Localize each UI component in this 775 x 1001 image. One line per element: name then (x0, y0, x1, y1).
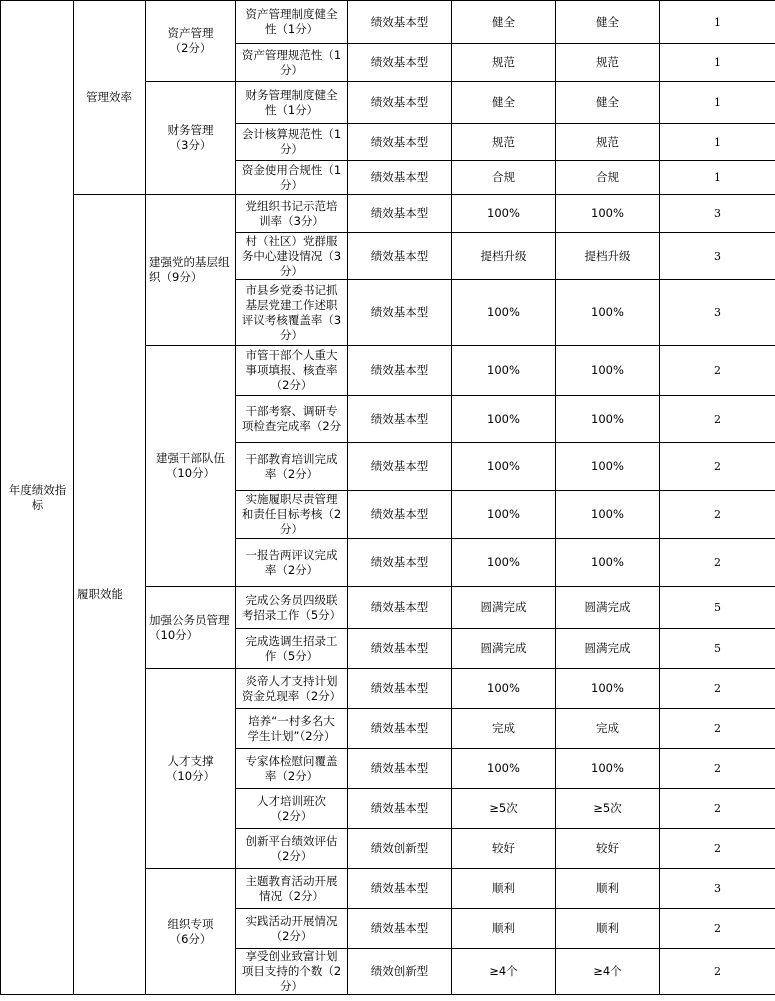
indicator-type-cell: 绩效基本型 (348, 233, 452, 280)
indicator-name-cell: 培养“一村多名大 学生计划”（2分） (236, 709, 348, 749)
target-value-cell: 合规 (452, 161, 556, 195)
indicator-name-cell: 干部考察、调研专 项检查完成率（2分 (236, 396, 348, 443)
indicator-type-cell: 绩效基本型 (348, 346, 452, 396)
score-cell: 2 (660, 443, 775, 491)
level3-subgroup-cell: 财务管理 （3分） (146, 82, 236, 195)
score-cell: 2 (660, 909, 775, 949)
level3-subgroup-cell: 建强干部队伍 （10分） (146, 346, 236, 587)
indicator-name-cell: 村（社区）党群服 务中心建设情况（3 分） (236, 233, 348, 280)
actual-value-cell: 100% (556, 280, 660, 346)
actual-value-cell: 顺利 (556, 869, 660, 909)
indicator-name-cell: 人才培训班次 （2分） (236, 789, 348, 829)
level1-indicator-cell: 年度绩效指标 (1, 1, 74, 995)
actual-value-cell: 100% (556, 396, 660, 443)
indicator-type-cell: 绩效基本型 (348, 709, 452, 749)
actual-value-cell: 完成 (556, 709, 660, 749)
score-cell: 2 (660, 789, 775, 829)
level2-group-cell: 履职效能 (74, 195, 146, 995)
target-value-cell: 提档升级 (452, 233, 556, 280)
target-value-cell: 100% (452, 749, 556, 789)
indicator-name-cell: 创新平台绩效评估 （2分） (236, 829, 348, 869)
level3-subgroup-cell: 组织专项 （6分） (146, 869, 236, 995)
target-value-cell: 完成 (452, 709, 556, 749)
actual-value-cell: 合规 (556, 161, 660, 195)
indicator-name-cell: 党组织书记示范培 训率（3分） (236, 195, 348, 233)
target-value-cell: 规范 (452, 44, 556, 82)
actual-value-cell: 圆满完成 (556, 587, 660, 629)
target-value-cell: 100% (452, 280, 556, 346)
indicator-name-cell: 资产管理制度健全 性（1分） (236, 1, 348, 44)
level3-subgroup-cell: 建强党的基层组 织（9分） (146, 195, 236, 346)
actual-value-cell: 圆满完成 (556, 629, 660, 669)
indicator-type-cell: 绩效基本型 (348, 669, 452, 709)
score-cell: 1 (660, 124, 775, 161)
indicator-type-cell: 绩效基本型 (348, 396, 452, 443)
score-cell: 1 (660, 1, 775, 44)
score-cell: 2 (660, 396, 775, 443)
indicator-name-cell: 炎帝人才支持计划 资金兑现率（2分） (236, 669, 348, 709)
score-cell: 2 (660, 669, 775, 709)
score-cell: 2 (660, 749, 775, 789)
indicator-type-cell: 绩效基本型 (348, 869, 452, 909)
target-value-cell: ≥5次 (452, 789, 556, 829)
actual-value-cell: ≥4个 (556, 949, 660, 995)
actual-value-cell: 健全 (556, 82, 660, 124)
indicator-name-cell: 一报告两评议完成 率（2分） (236, 539, 348, 587)
indicator-name-cell: 实施履职尽责管理 和责任目标考核（2 分） (236, 491, 348, 539)
target-value-cell: 100% (452, 491, 556, 539)
indicator-type-cell: 绩效基本型 (348, 749, 452, 789)
score-cell: 5 (660, 629, 775, 669)
score-cell: 5 (660, 587, 775, 629)
score-cell: 2 (660, 539, 775, 587)
indicator-type-cell: 绩效基本型 (348, 789, 452, 829)
indicator-name-cell: 享受创业致富计划 项目支持的个数（2 分） (236, 949, 348, 995)
indicator-type-cell: 绩效创新型 (348, 829, 452, 869)
actual-value-cell: 100% (556, 443, 660, 491)
indicator-name-cell: 实践活动开展情况 （2分） (236, 909, 348, 949)
indicator-name-cell: 干部教育培训完成 率（2分） (236, 443, 348, 491)
score-cell: 2 (660, 709, 775, 749)
score-cell: 2 (660, 346, 775, 396)
actual-value-cell: ≥5次 (556, 789, 660, 829)
actual-value-cell: 规范 (556, 124, 660, 161)
target-value-cell: 健全 (452, 82, 556, 124)
indicator-name-cell: 资金使用合规性（1 分） (236, 161, 348, 195)
indicator-name-cell: 会计核算规范性（1 分） (236, 124, 348, 161)
target-value-cell: 圆满完成 (452, 587, 556, 629)
actual-value-cell: 100% (556, 346, 660, 396)
indicator-name-cell: 专家体检慰问覆盖 率（2分） (236, 749, 348, 789)
score-cell: 1 (660, 161, 775, 195)
indicator-type-cell: 绩效基本型 (348, 909, 452, 949)
target-value-cell: 100% (452, 443, 556, 491)
indicator-type-cell: 绩效基本型 (348, 280, 452, 346)
actual-value-cell: 健全 (556, 1, 660, 44)
actual-value-cell: 100% (556, 669, 660, 709)
table-row (1, 195, 775, 233)
score-cell: 1 (660, 44, 775, 82)
actual-value-cell: 100% (556, 749, 660, 789)
score-cell: 3 (660, 869, 775, 909)
score-cell: 3 (660, 233, 775, 280)
actual-value-cell: 100% (556, 491, 660, 539)
target-value-cell: 顺利 (452, 869, 556, 909)
indicator-type-cell: 绩效基本型 (348, 161, 452, 195)
target-value-cell: 100% (452, 669, 556, 709)
indicator-name-cell: 市管干部个人重大 事项填报、核查率 （2分） (236, 346, 348, 396)
score-cell: 2 (660, 491, 775, 539)
indicator-type-cell: 绩效基本型 (348, 539, 452, 587)
actual-value-cell: 顺利 (556, 909, 660, 949)
actual-value-cell: 100% (556, 539, 660, 587)
indicator-type-cell: 绩效基本型 (348, 195, 452, 233)
level2-group-cell: 管理效率 (74, 1, 146, 195)
actual-value-cell: 100% (556, 195, 660, 233)
indicator-type-cell: 绩效基本型 (348, 124, 452, 161)
table-row (1, 1, 775, 44)
indicator-name-cell: 市县乡党委书记抓 基层党建工作述职 评议考核覆盖率（3 分） (236, 280, 348, 346)
level3-subgroup-cell: 人才支撑 （10分） (146, 669, 236, 869)
indicator-name-cell: 主题教育活动开展 情况（2分） (236, 869, 348, 909)
indicator-name-cell: 资产管理规范性（1 分） (236, 44, 348, 82)
indicator-type-cell: 绩效基本型 (348, 82, 452, 124)
target-value-cell: 较好 (452, 829, 556, 869)
score-cell: 2 (660, 829, 775, 869)
target-value-cell: 100% (452, 346, 556, 396)
indicator-type-cell: 绩效基本型 (348, 629, 452, 669)
target-value-cell: 100% (452, 539, 556, 587)
target-value-cell: 100% (452, 195, 556, 233)
level3-subgroup-cell: 加强公务员管理 （10分） (146, 587, 236, 669)
target-value-cell: 规范 (452, 124, 556, 161)
indicator-type-cell: 绩效基本型 (348, 443, 452, 491)
indicator-type-cell: 绩效基本型 (348, 1, 452, 44)
score-cell: 1 (660, 82, 775, 124)
indicator-name-cell: 完成公务员四级联 考招录工作（5分） (236, 587, 348, 629)
actual-value-cell: 规范 (556, 44, 660, 82)
target-value-cell: 顺利 (452, 909, 556, 949)
indicator-name-cell: 财务管理制度健全 性（1分） (236, 82, 348, 124)
actual-value-cell: 提档升级 (556, 233, 660, 280)
indicator-type-cell: 绩效基本型 (348, 491, 452, 539)
indicator-name-cell: 完成选调生招录工 作（5分） (236, 629, 348, 669)
target-value-cell: 圆满完成 (452, 629, 556, 669)
score-cell: 3 (660, 195, 775, 233)
score-cell: 2 (660, 949, 775, 995)
target-value-cell: 100% (452, 396, 556, 443)
target-value-cell: 健全 (452, 1, 556, 44)
indicator-type-cell: 绩效基本型 (348, 44, 452, 82)
level3-subgroup-cell: 资产管理 （2分） (146, 1, 236, 82)
indicator-type-cell: 绩效创新型 (348, 949, 452, 995)
indicator-type-cell: 绩效基本型 (348, 587, 452, 629)
actual-value-cell: 较好 (556, 829, 660, 869)
score-cell: 3 (660, 280, 775, 346)
target-value-cell: ≥4个 (452, 949, 556, 995)
